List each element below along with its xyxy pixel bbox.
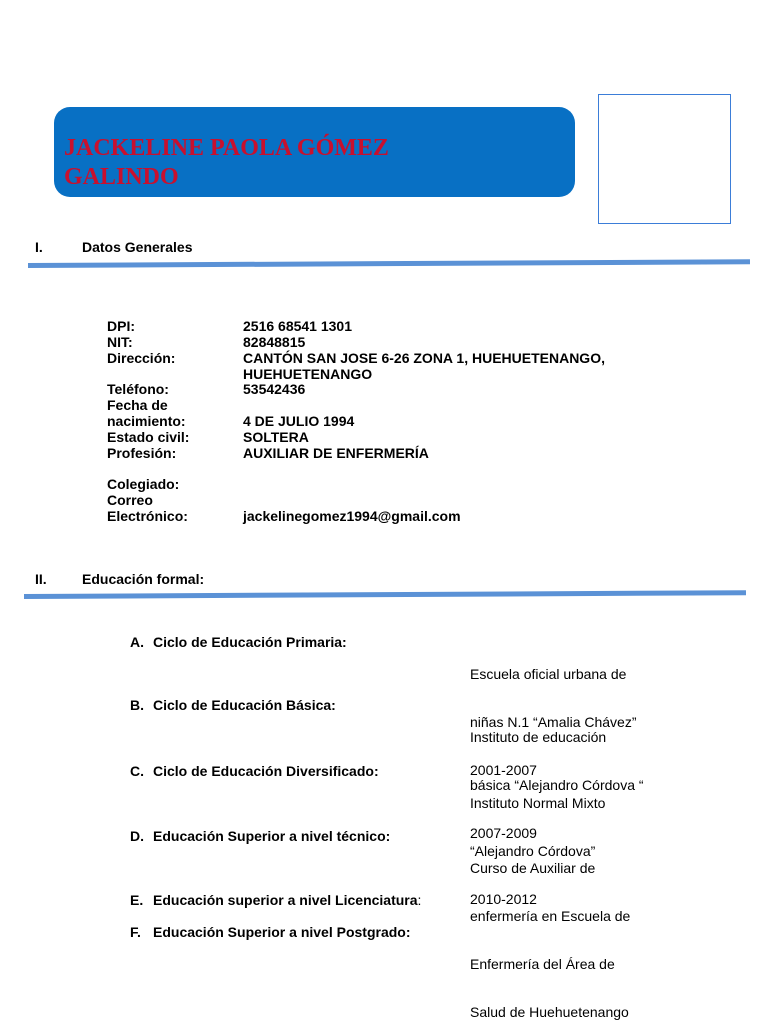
edu-f-letter: F. bbox=[130, 924, 141, 940]
name-line-1: JACKELINE PAOLA GÓMEZ bbox=[64, 135, 389, 161]
fecha-value: 4 DE JULIO 1994 bbox=[243, 413, 355, 429]
edu-d-detail-line: Enfermería del Área de bbox=[470, 956, 615, 972]
profesion-label: Profesión: bbox=[107, 445, 177, 461]
profesion-value: AUXILIAR DE ENFERMERÍA bbox=[243, 445, 429, 461]
nit-value: 82848815 bbox=[243, 334, 306, 350]
edu-d-detail bbox=[470, 828, 630, 1036]
edu-b-letter: B. bbox=[130, 697, 144, 713]
section-1-divider bbox=[28, 259, 750, 268]
telefono-label: Teléfono: bbox=[107, 381, 169, 397]
edu-c-detail-line: 2010-2012 bbox=[470, 891, 537, 907]
edu-d-detail-line: enfermería en Escuela de bbox=[470, 908, 631, 924]
section-1-number: I. bbox=[35, 239, 43, 255]
correo-value: jackelinegomez1994@gmail.com bbox=[243, 508, 461, 524]
correo-label-line-2: Electrónico: bbox=[107, 508, 188, 524]
edu-a-detail-line: niñas N.1 “Amalia Chávez” bbox=[470, 714, 637, 730]
edu-b-label: Ciclo de Educación Básica: bbox=[153, 697, 336, 713]
correo-label-line-1: Correo bbox=[107, 492, 153, 508]
edu-a-detail-line: Escuela oficial urbana de bbox=[470, 666, 627, 682]
edu-a-label: Ciclo de Educación Primaria: bbox=[153, 634, 347, 650]
estado-civil-value: SOLTERA bbox=[243, 429, 309, 445]
edu-e-label bbox=[153, 892, 421, 908]
edu-c-label: Ciclo de Educación Diversificado: bbox=[153, 763, 379, 779]
dpi-value: 2516 68541 1301 bbox=[243, 318, 352, 334]
direccion-value-line-1: CANTÓN SAN JOSE 6-26 ZONA 1, HUEHUETENANGO, bbox=[243, 350, 605, 366]
section-2-divider bbox=[24, 590, 746, 599]
section-2-title: Educación formal: bbox=[82, 571, 205, 587]
nit-label: NIT: bbox=[107, 334, 133, 350]
edu-b-detail-line: 2007-2009 bbox=[470, 825, 537, 841]
section-2-number: II. bbox=[35, 571, 47, 587]
edu-f-label: Educación Superior a nivel Postgrado: bbox=[153, 924, 411, 940]
section-1-title: Datos Generales bbox=[82, 239, 193, 255]
edu-b-detail-line: Instituto de educación bbox=[470, 729, 607, 745]
direccion-value-line-2: HUEHUETENANGO bbox=[243, 366, 373, 382]
candidate-name bbox=[64, 134, 564, 192]
edu-c-detail-line: “Alejandro Córdova” bbox=[470, 843, 596, 859]
edu-e-label-colon: : bbox=[417, 892, 422, 908]
edu-a-letter: A. bbox=[130, 634, 144, 650]
direccion-label: Dirección: bbox=[107, 350, 176, 366]
colegiado-label: Colegiado: bbox=[107, 476, 180, 492]
edu-e-label-text: Educación superior a nivel Licenciatura bbox=[153, 892, 418, 908]
estado-civil-label: Estado civil: bbox=[107, 429, 190, 445]
name-banner bbox=[54, 107, 575, 197]
edu-d-detail-line: Salud de Huehuetenango bbox=[470, 1004, 629, 1020]
fecha-label-line-2: nacimiento: bbox=[107, 413, 186, 429]
photo-placeholder bbox=[598, 94, 731, 224]
edu-d-detail-line: Curso de Auxiliar de bbox=[470, 860, 596, 876]
edu-c-detail-line: Instituto Normal Mixto bbox=[470, 795, 606, 811]
edu-b-detail-line: básica “Alejandro Córdova “ bbox=[470, 777, 644, 793]
edu-c-letter: C. bbox=[130, 763, 144, 779]
edu-d-label: Educación Superior a nivel técnico: bbox=[153, 828, 391, 844]
dpi-label: DPI: bbox=[107, 318, 135, 334]
edu-a-detail-line: 2001-2007 bbox=[470, 762, 537, 778]
edu-e-letter: E. bbox=[130, 892, 144, 908]
telefono-value: 53542436 bbox=[243, 381, 306, 397]
edu-d-letter: D. bbox=[130, 828, 144, 844]
fecha-label-line-1: Fecha de bbox=[107, 397, 168, 413]
name-line-2: GALINDO bbox=[64, 164, 179, 190]
